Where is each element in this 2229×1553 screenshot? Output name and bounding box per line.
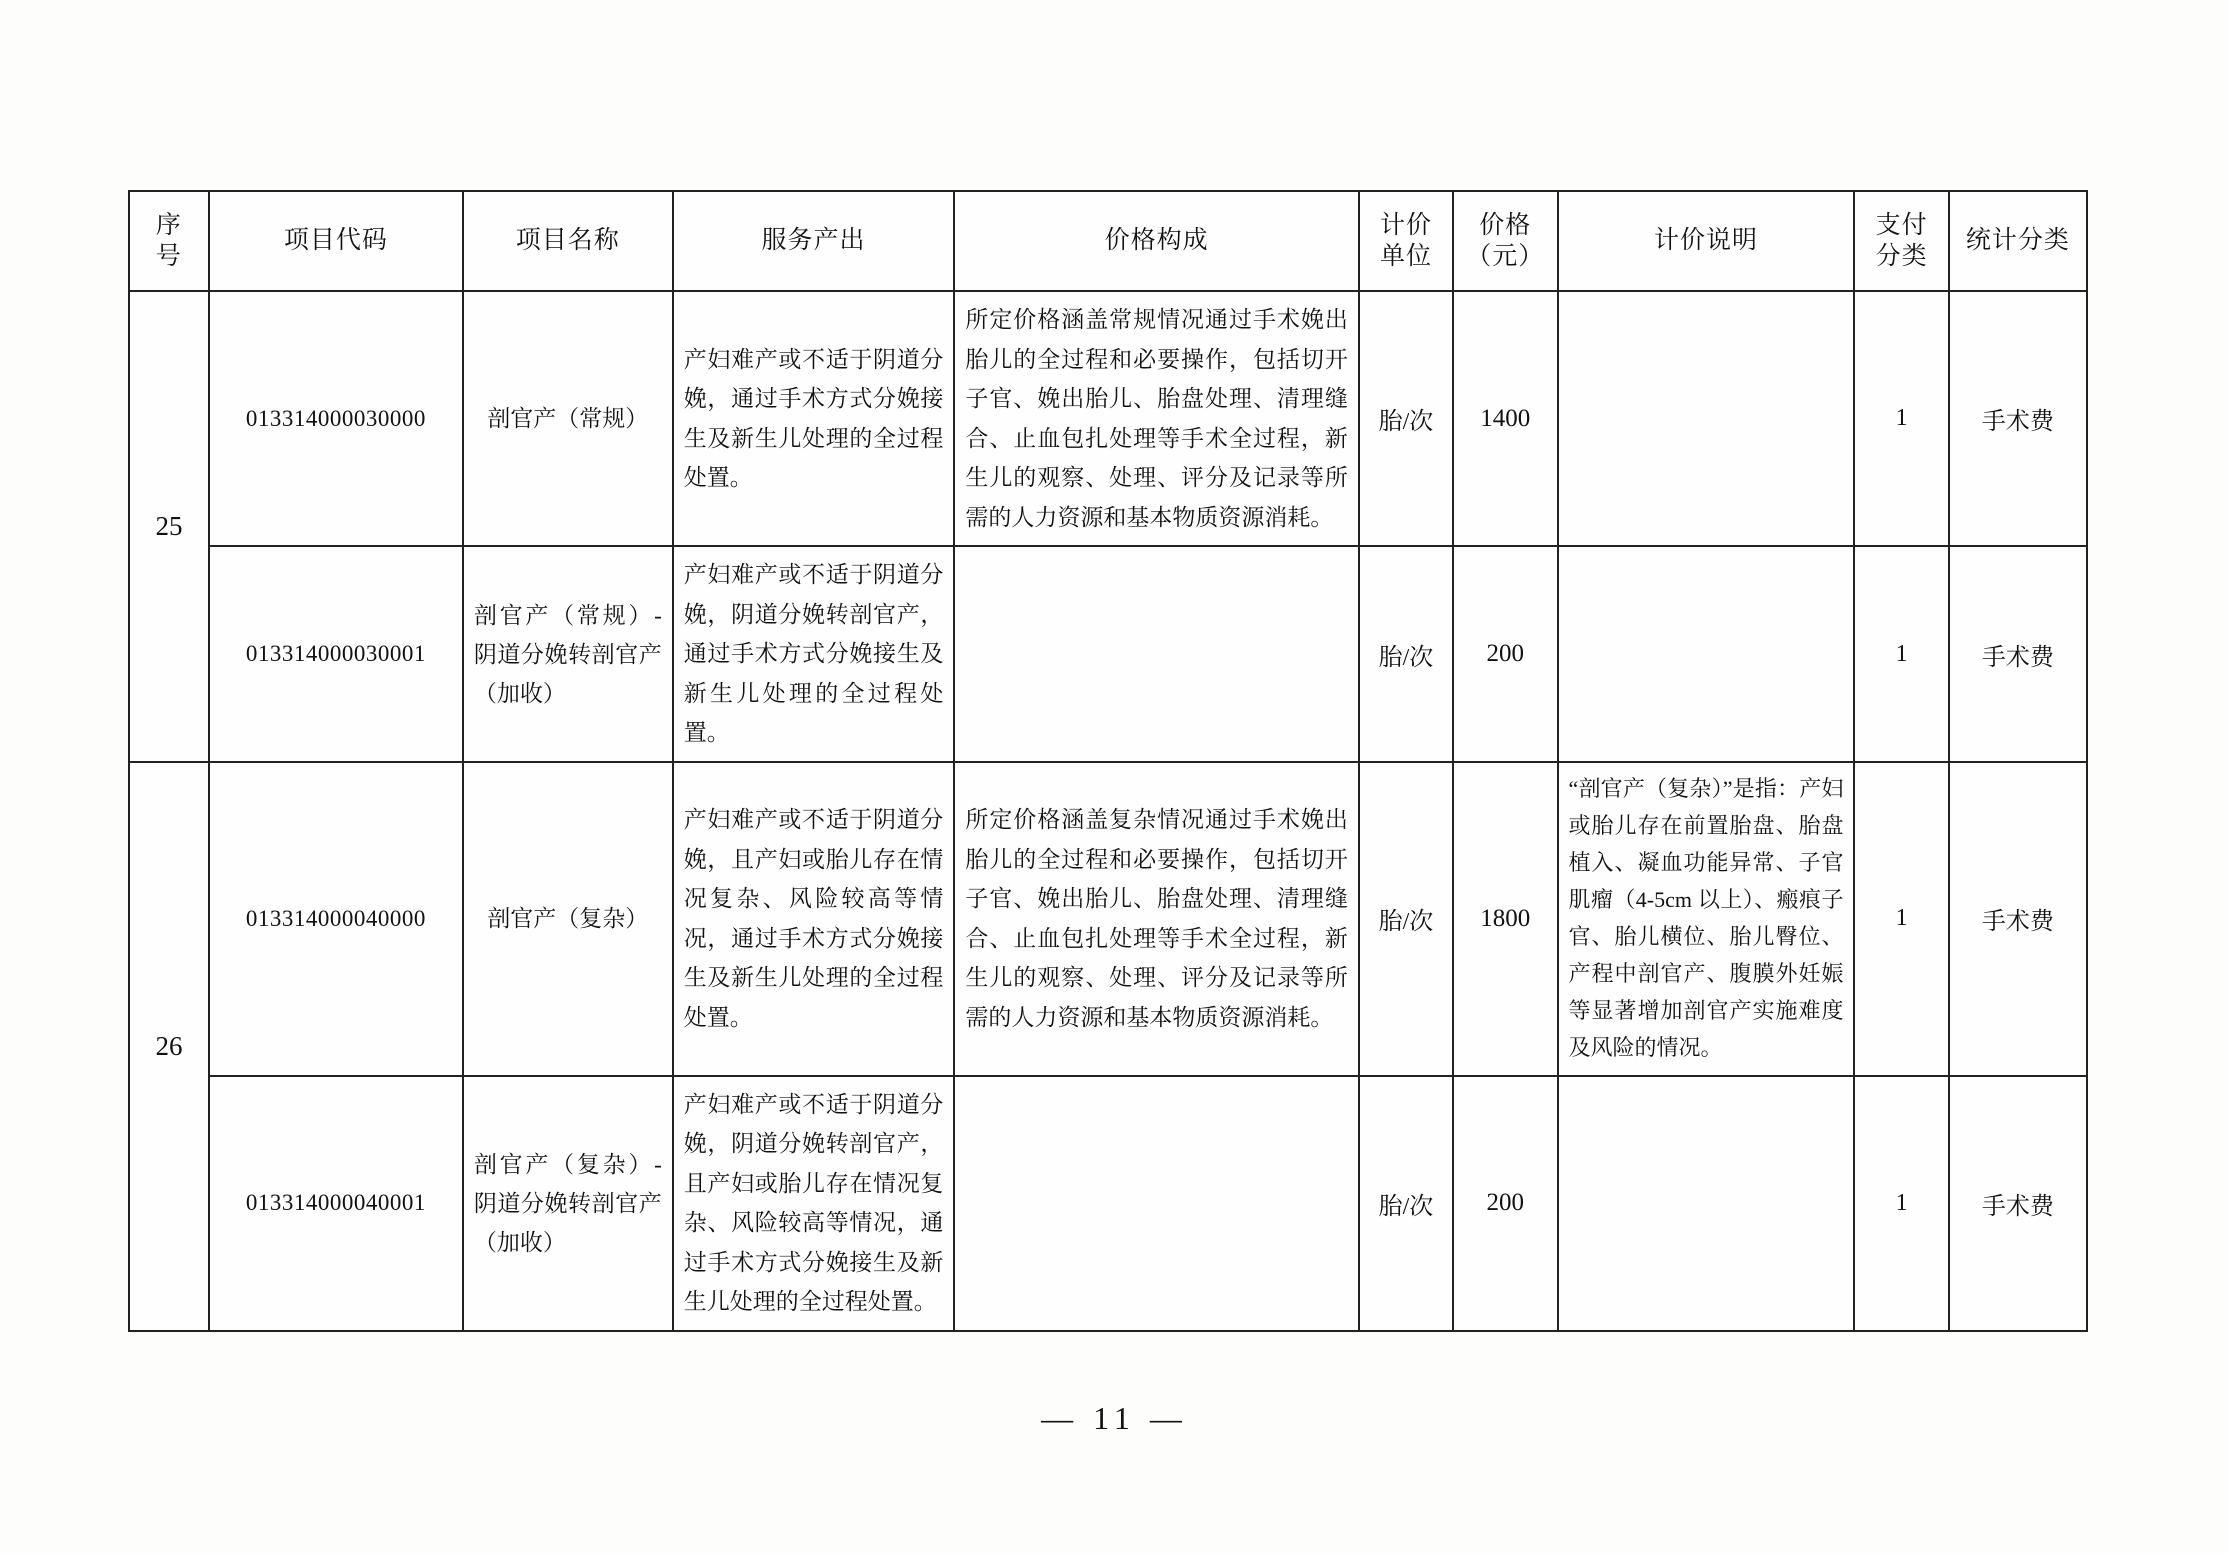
row-seq: 25 <box>129 291 209 762</box>
row-output: 产妇难产或不适于阴道分娩，阴道分娩转剖官产，通过手术方式分娩接生及新生儿处理的全过程处置。 <box>673 546 955 762</box>
row-payment-class: 1 <box>1854 546 1948 762</box>
header-unit-line2: 单位 <box>1379 243 1432 270</box>
row-seq: 26 <box>129 762 209 1331</box>
row-description <box>1558 291 1855 546</box>
row-name: 剖官产（复杂） <box>463 762 673 1076</box>
table-row <box>129 762 2087 1076</box>
header-composition: 价格构成 <box>954 191 1359 291</box>
header-seq-line2: 号 <box>155 243 182 270</box>
row-description: “剖官产（复杂）”是指：产妇或胎儿存在前置胎盘、胎盘植入、凝血功能异常、子官肌瘤（4-5cm 以上）、瘢痕子官、胎儿横位、胎儿臀位、产程中剖官产、腹膜外妊娠等显著增加剖官产实施难度及风险的情况。 <box>1558 762 1855 1076</box>
row-code: 013314000040000 <box>209 762 463 1076</box>
table-body <box>129 291 2087 1331</box>
header-unit <box>1359 191 1453 291</box>
row-composition: 所定价格涵盖复杂情况通过手术娩出胎儿的全过程和必要操作，包括切开子官、娩出胎儿、胎盘处理、清理缝合、止血包扎处理等手术全过程，新生儿的观察、处理、评分及记录等所需的人力资源和基本物质资源消耗。 <box>954 762 1359 1076</box>
row-description <box>1558 1076 1855 1331</box>
row-statistic-class: 手术费 <box>1949 762 2087 1076</box>
row-price: 1400 <box>1453 291 1557 546</box>
header-description: 计价说明 <box>1558 191 1855 291</box>
price-table-container <box>128 190 2088 1332</box>
row-output: 产妇难产或不适于阴道分娩，通过手术方式分娩接生及新生儿处理的全过程处置。 <box>673 291 955 546</box>
row-code: 013314000040001 <box>209 1076 463 1331</box>
header-unit-line1: 计价 <box>1379 211 1432 239</box>
header-seq-line1: 序 <box>155 211 182 239</box>
header-price-line1: 价格 <box>1479 211 1532 239</box>
row-composition <box>954 546 1359 762</box>
row-payment-class: 1 <box>1854 1076 1948 1331</box>
header-payment-line2: 分类 <box>1875 243 1928 270</box>
row-unit: 胎/次 <box>1359 291 1453 546</box>
row-unit: 胎/次 <box>1359 762 1453 1076</box>
row-code: 013314000030000 <box>209 291 463 546</box>
row-name: 剖官产（常规） <box>463 291 673 546</box>
table-header <box>129 191 2087 291</box>
row-payment-class: 1 <box>1854 291 1948 546</box>
table-row <box>129 546 2087 762</box>
table-row <box>129 1076 2087 1331</box>
table-row <box>129 291 2087 546</box>
row-payment-class: 1 <box>1854 762 1948 1076</box>
row-unit: 胎/次 <box>1359 1076 1453 1331</box>
row-output: 产妇难产或不适于阴道分娩，且产妇或胎儿存在情况复杂、风险较高等情况，通过手术方式分娩接生及新生儿处理的全过程处置。 <box>673 762 955 1076</box>
header-seq <box>129 191 209 291</box>
row-description <box>1558 546 1855 762</box>
header-statistic-class: 统计分类 <box>1949 191 2087 291</box>
row-composition <box>954 1076 1359 1331</box>
header-payment-class <box>1854 191 1948 291</box>
page-number: — 11 — <box>1041 1400 1188 1436</box>
header-payment-line1: 支付 <box>1875 211 1928 239</box>
table-header-row <box>129 191 2087 291</box>
medical-price-table <box>128 190 2088 1332</box>
header-price <box>1453 191 1557 291</box>
row-name: 剖官产（常规）-阴道分娩转剖官产（加收） <box>463 546 673 762</box>
row-unit: 胎/次 <box>1359 546 1453 762</box>
header-code: 项目代码 <box>209 191 463 291</box>
row-statistic-class: 手术费 <box>1949 1076 2087 1331</box>
row-statistic-class: 手术费 <box>1949 546 2087 762</box>
row-code: 013314000030001 <box>209 546 463 762</box>
row-price: 200 <box>1453 1076 1557 1331</box>
row-price: 1800 <box>1453 762 1557 1076</box>
header-output: 服务产出 <box>673 191 955 291</box>
header-price-line2: （元） <box>1466 243 1545 270</box>
row-price: 200 <box>1453 546 1557 762</box>
row-composition: 所定价格涵盖常规情况通过手术娩出胎儿的全过程和必要操作，包括切开子官、娩出胎儿、胎盘处理、清理缝合、止血包扎处理等手术全过程，新生儿的观察、处理、评分及记录等所需的人力资源和基本物质资源消耗。 <box>954 291 1359 546</box>
row-statistic-class: 手术费 <box>1949 291 2087 546</box>
row-output: 产妇难产或不适于阴道分娩，阴道分娩转剖官产，且产妇或胎儿存在情况复杂、风险较高等情况，通过手术方式分娩接生及新生儿处理的全过程处置。 <box>673 1076 955 1331</box>
row-name: 剖官产（复杂）-阴道分娩转剖官产（加收） <box>463 1076 673 1331</box>
header-name: 项目名称 <box>463 191 673 291</box>
